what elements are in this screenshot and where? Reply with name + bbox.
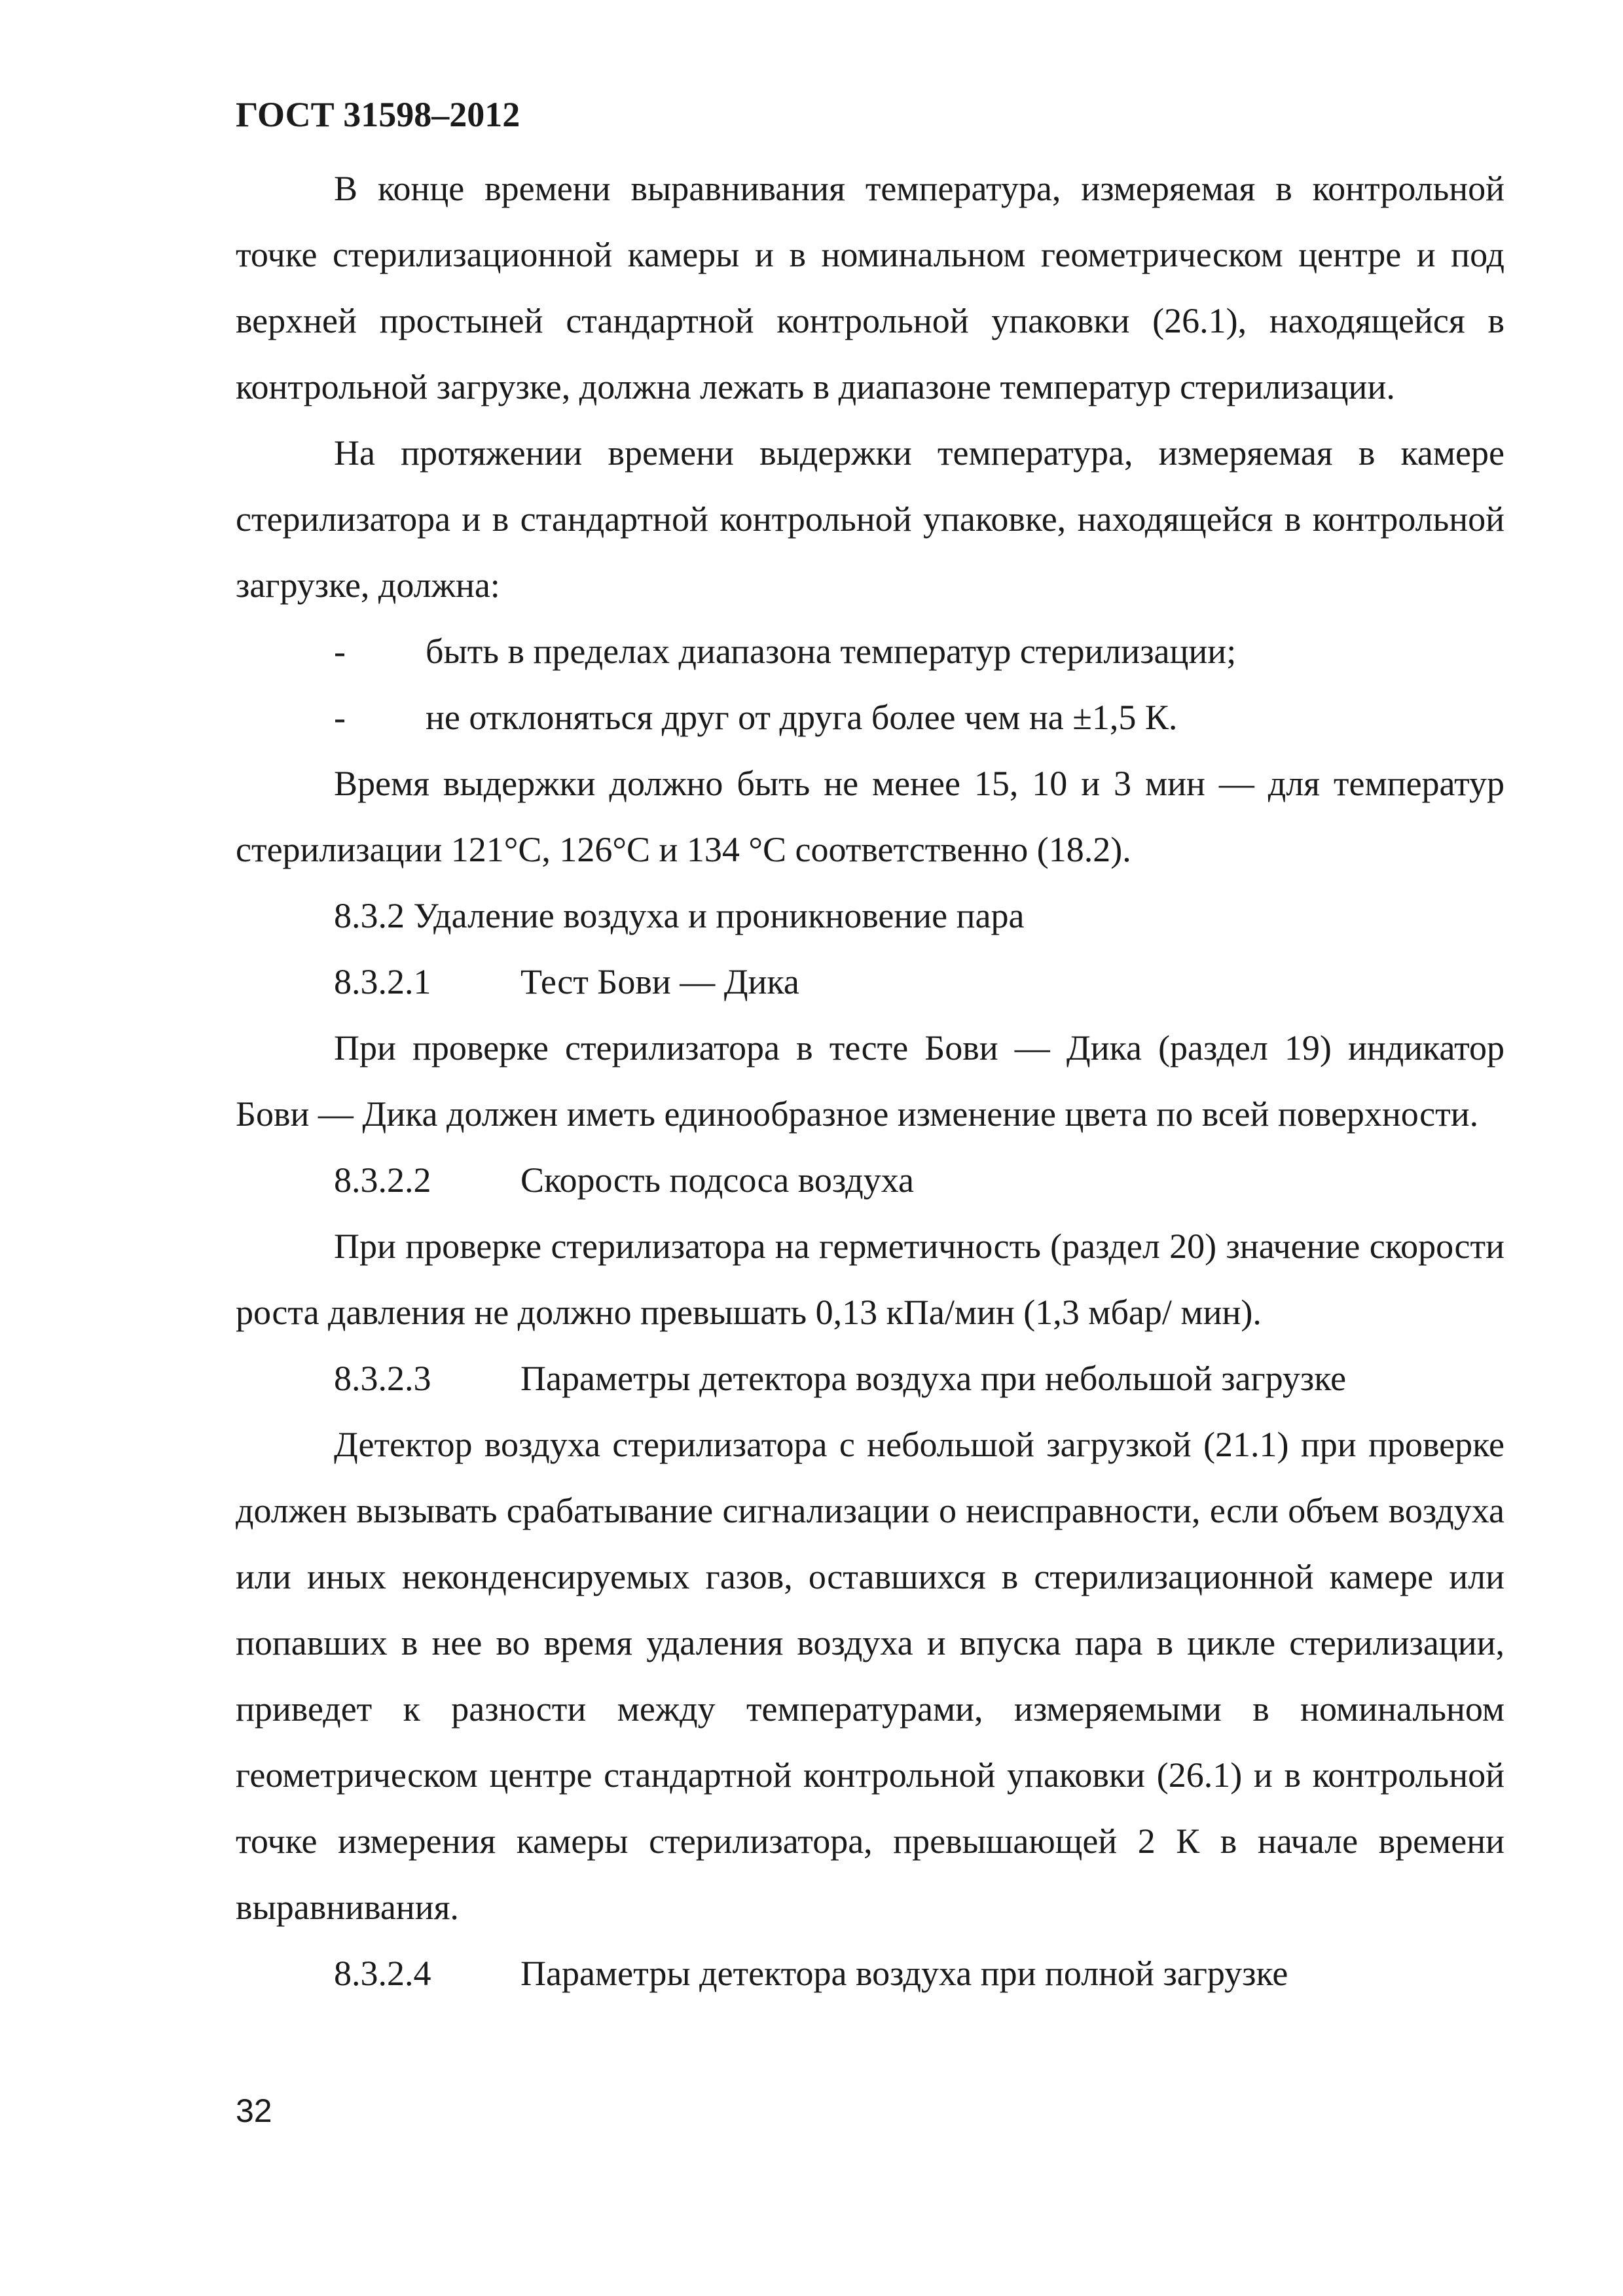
section-heading-8-3-2-4: [236, 1941, 1504, 2007]
section-heading-8-3-2-1: [236, 949, 1504, 1015]
paragraph-holding-time: На протяжении времени выдержки температура, измеряемая в камере стерилизатора и в стандартной контрольной упаковке, находящейся в контрольной загрузке, должна:: [236, 433, 1504, 605]
paragraph-bowie-dick: При проверке стерилизатора в тесте Бови — Дика (раздел 19) индикатор Бови — Дика должен иметь единообразное изменение цвета по всей поверхности.: [236, 1028, 1504, 1134]
paragraph-holding-duration: Время выдержки должно быть не менее 15, 10 и 3 мин — для температур стерилизации 121°С, 126°С и 134 °С соответственно (18.2).: [236, 764, 1504, 869]
list-item-text: не отклоняться друг от друга более чем на ±1,5 К.: [426, 698, 1178, 737]
paragraph-equilibration: В конце времени выравнивания температура, измеряемая в контрольной точке стерилизационной камеры и в номинальном геометрическом центре и под верхней простыней стандартной контрольной упаковки (26.1), находящейся в контрольной загрузке, должна лежать в диапазоне температур стерилизации.: [236, 169, 1504, 406]
page-number: 32: [236, 2092, 272, 2129]
section-number: 8.3.2.4: [334, 1954, 431, 1993]
document-body: [236, 156, 1504, 2007]
section-number: 8.3.2.2: [334, 1160, 431, 1200]
paragraph-air-leak: При проверке стерилизатора на герметичность (раздел 20) значение скорости роста давления не должно превышать 0,13 кПа/мин (1,3 мбар/ мин).: [236, 1227, 1504, 1332]
paragraph-air-detector-small-load: Детектор воздуха стерилизатора с небольшой загрузкой (21.1) при проверке должен вызывать срабатывание сигнализации о неисправности, если объем воздуха или иных неконденсируемых газов, оставшихся в стерилизационной камере или попавших в нее во время удаления воздуха и впуска пара в цикле стерилизации, приведет к разности между температурами, измеряемыми в номинальном геометрическом центре стандартной контрольной упаковки (26.1) и в контрольной точке измерения камеры стерилизатора, превышающей 2 К в начале времени выравнивания.: [236, 1425, 1504, 1927]
list-marker: -: [334, 632, 346, 671]
section-heading-8-3-2-3: [236, 1346, 1504, 1412]
list-item: [236, 685, 1504, 751]
section-title: Скорость подсоса воздуха: [520, 1160, 914, 1200]
section-title: Параметры детектора воздуха при полной загрузке: [520, 1954, 1288, 1993]
section-title: Тест Бови — Дика: [520, 962, 799, 1001]
section-title: Параметры детектора воздуха при небольшой загрузке: [520, 1359, 1347, 1398]
list-item: [236, 619, 1504, 685]
document-header: ГОСТ 31598–2012: [236, 95, 520, 134]
section-heading-8-3-2: 8.3.2 Удаление воздуха и проникновение пара: [334, 896, 1025, 935]
list-item-text: быть в пределах диапазона температур стерилизации;: [426, 632, 1237, 671]
section-number: 8.3.2.1: [334, 962, 431, 1001]
list-marker: -: [334, 698, 346, 737]
section-heading-8-3-2-2: [236, 1147, 1504, 1213]
section-number: 8.3.2.3: [334, 1359, 431, 1398]
